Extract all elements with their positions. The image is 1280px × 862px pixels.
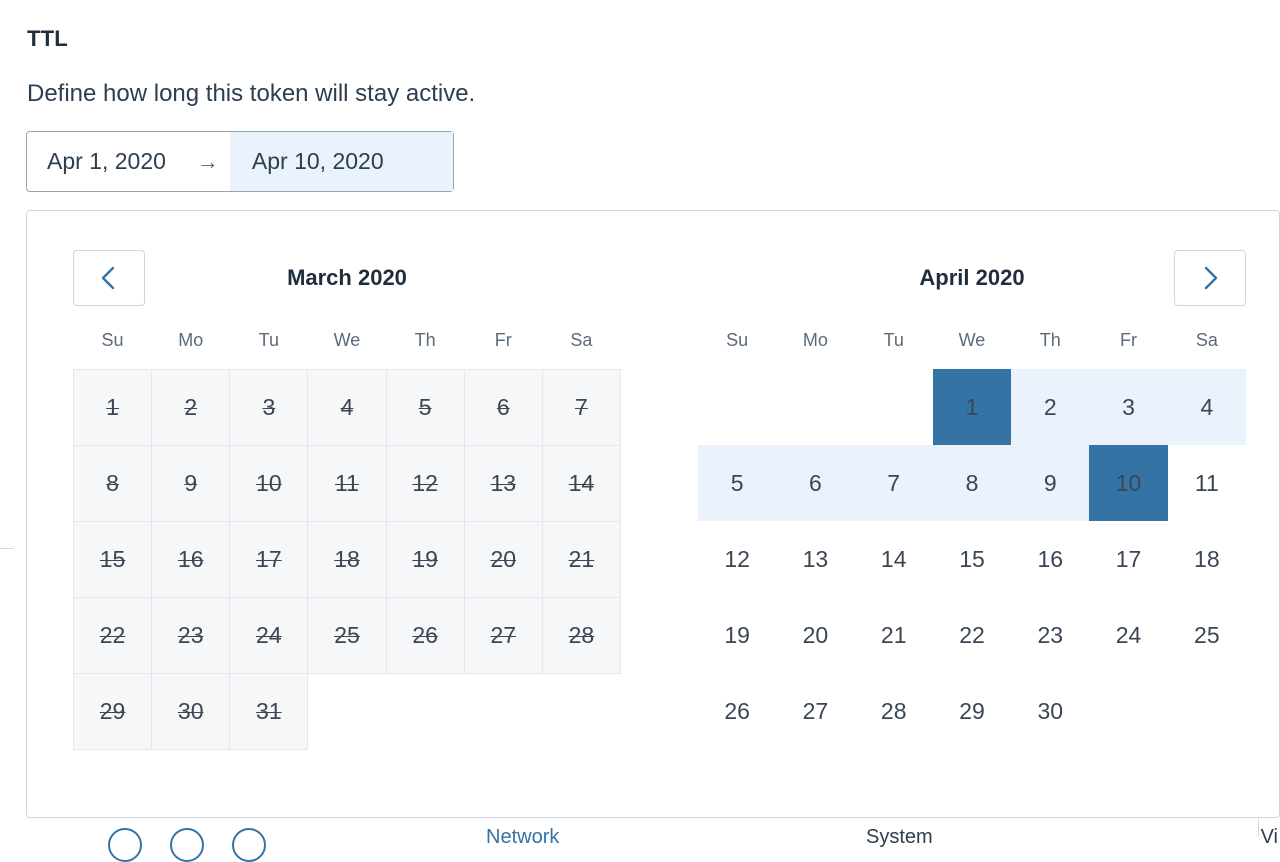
weekday-label: Sa [570,329,593,350]
calendar-day-disabled: 5 [386,370,464,446]
weekday-label: Sa [1195,329,1218,350]
calendar-day-empty [542,674,620,750]
calendar-day-empty [386,674,464,750]
calendar-day-disabled: 30 [152,674,230,750]
calendar-day-disabled: 13 [464,446,542,522]
calendar-day[interactable]: 13 [802,545,829,572]
calendar-day-disabled: 23 [152,598,230,674]
calendar-day-disabled: 8 [74,446,152,522]
month-title: April 2020 [919,265,1025,290]
calendar-day[interactable]: 22 [959,621,985,648]
calendar-day[interactable]: 15 [959,545,985,572]
background-nav-system: System [866,826,933,848]
calendar-day-empty [1089,673,1167,749]
month-body [74,370,621,750]
background-nav-network[interactable]: Network [486,826,560,848]
calendar-day[interactable]: 29 [959,697,985,724]
calendar-week-row [74,598,621,674]
calendar-day-disabled: 12 [386,446,464,522]
calendar-day-disabled: 18 [308,522,386,598]
month-grid [698,311,1246,749]
weekday-label: Tu [258,329,280,350]
weekday-label: Fr [494,329,512,350]
weekday-label: Th [414,329,436,350]
weekday-label: Su [101,329,124,350]
calendar-week-row [74,674,621,750]
calendar-day-disabled: 31 [230,674,308,750]
background-avatar-2 [170,828,204,862]
calendar-day[interactable]: 17 [1115,545,1142,572]
weekday-label: Mo [802,329,828,350]
calendar-day[interactable]: 11 [1194,469,1219,496]
calendar-day-disabled: 20 [464,522,542,598]
calendar-week-row [698,673,1246,749]
calendar-day-selected[interactable]: 10 [1089,445,1167,521]
calendar-day[interactable]: 18 [1194,545,1220,572]
calendar-day-in-range[interactable]: 5 [698,445,776,521]
weekday-header-row [698,311,1246,369]
page-title: TTL [27,26,68,51]
calendar-day-disabled: 27 [464,598,542,674]
weekday-header-row [74,311,621,370]
calendar-day-disabled: 26 [386,598,464,674]
calendar-day-empty [308,674,386,750]
calendar-day[interactable]: 30 [1037,697,1064,724]
calendar-day-empty [776,369,854,445]
weekday-label: Th [1039,329,1061,350]
calendar-day-disabled: 24 [230,598,308,674]
calendar-day-disabled: 21 [542,522,620,598]
calendar-day-disabled: 6 [464,370,542,446]
calendar-months [73,245,1246,750]
weekday-label: We [958,329,986,350]
calendar-day-in-range[interactable]: 2 [1011,369,1089,445]
calendar-day-disabled: 14 [542,446,620,522]
calendar-popover [26,210,1280,818]
weekday-label: Fr [1120,329,1138,350]
calendar-day-disabled: 4 [308,370,386,446]
calendar-week-row [74,522,621,598]
calendar-day-empty [698,369,776,445]
calendar-day-disabled: 3 [230,370,308,446]
calendar-week-row [698,521,1246,597]
calendar-day-disabled: 19 [386,522,464,598]
month-body [698,369,1246,749]
weekday-label: Tu [883,329,904,350]
weekday-label: We [333,329,361,350]
calendar-day-disabled: 9 [152,446,230,522]
weekday-label: Mo [178,329,204,350]
month-title: March 2020 [287,265,407,290]
calendar-day-in-range[interactable]: 3 [1089,369,1167,445]
background-text-2: Vi [1260,826,1278,848]
calendar-week-row [698,445,1246,521]
background-avatar-1 [108,828,142,862]
calendar-month-second [698,245,1246,750]
calendar-day-in-range[interactable]: 9 [1011,445,1089,521]
page-description: Define how long this token will stay active. [27,80,476,107]
calendar-day-empty [855,369,933,445]
calendar-day-empty [1168,673,1246,749]
calendar-day[interactable]: 24 [1115,621,1142,648]
month-grid [73,311,621,750]
calendar-day[interactable]: 26 [724,697,750,724]
calendar-day-disabled: 15 [74,522,152,598]
calendar-day-selected[interactable]: 1 [933,369,1011,445]
calendar-week-row [74,446,621,522]
calendar-day[interactable]: 23 [1037,621,1064,648]
calendar-day[interactable]: 14 [880,545,907,572]
calendar-month-first [73,245,621,750]
calendar-day-in-range[interactable]: 8 [933,445,1011,521]
calendar-day-disabled: 17 [230,522,308,598]
calendar-day-disabled: 28 [542,598,620,674]
calendar-day-disabled: 7 [542,370,620,446]
calendar-day[interactable]: 28 [880,697,907,724]
calendar-day-disabled: 1 [74,370,152,446]
background-avatar-3 [232,828,266,862]
calendar-day-disabled: 11 [308,446,386,522]
background-divider [0,548,14,549]
range-start-field[interactable]: Apr 1, 2020 [47,148,166,174]
calendar-day-disabled: 22 [74,598,152,674]
calendar-day[interactable]: 20 [802,621,829,648]
calendar-day-in-range[interactable]: 4 [1168,369,1246,445]
calendar-week-row [698,597,1246,673]
calendar-day-disabled: 25 [308,598,386,674]
range-end-field[interactable]: Apr 10, 2020 [230,132,453,191]
calendar-day[interactable]: 27 [802,697,829,724]
calendar-day-disabled: 29 [74,674,152,750]
date-range-input[interactable] [26,131,454,192]
calendar-day[interactable]: 25 [1194,621,1220,648]
weekday-label: Su [726,329,749,350]
calendar-day-in-range[interactable]: 7 [855,445,933,521]
arrow-right-icon: → [196,148,219,174]
calendar-day-in-range[interactable]: 6 [776,445,854,521]
calendar-week-row [698,369,1246,445]
calendar-day[interactable]: 19 [724,621,750,648]
calendar-day[interactable]: 12 [724,545,750,572]
calendar-day[interactable]: 16 [1037,545,1064,572]
calendar-day-disabled: 10 [230,446,308,522]
calendar-day-empty [464,674,542,750]
calendar-week-row [74,370,621,446]
calendar-day-disabled: 16 [152,522,230,598]
calendar-day-disabled: 2 [152,370,230,446]
calendar-day[interactable]: 21 [880,621,907,648]
